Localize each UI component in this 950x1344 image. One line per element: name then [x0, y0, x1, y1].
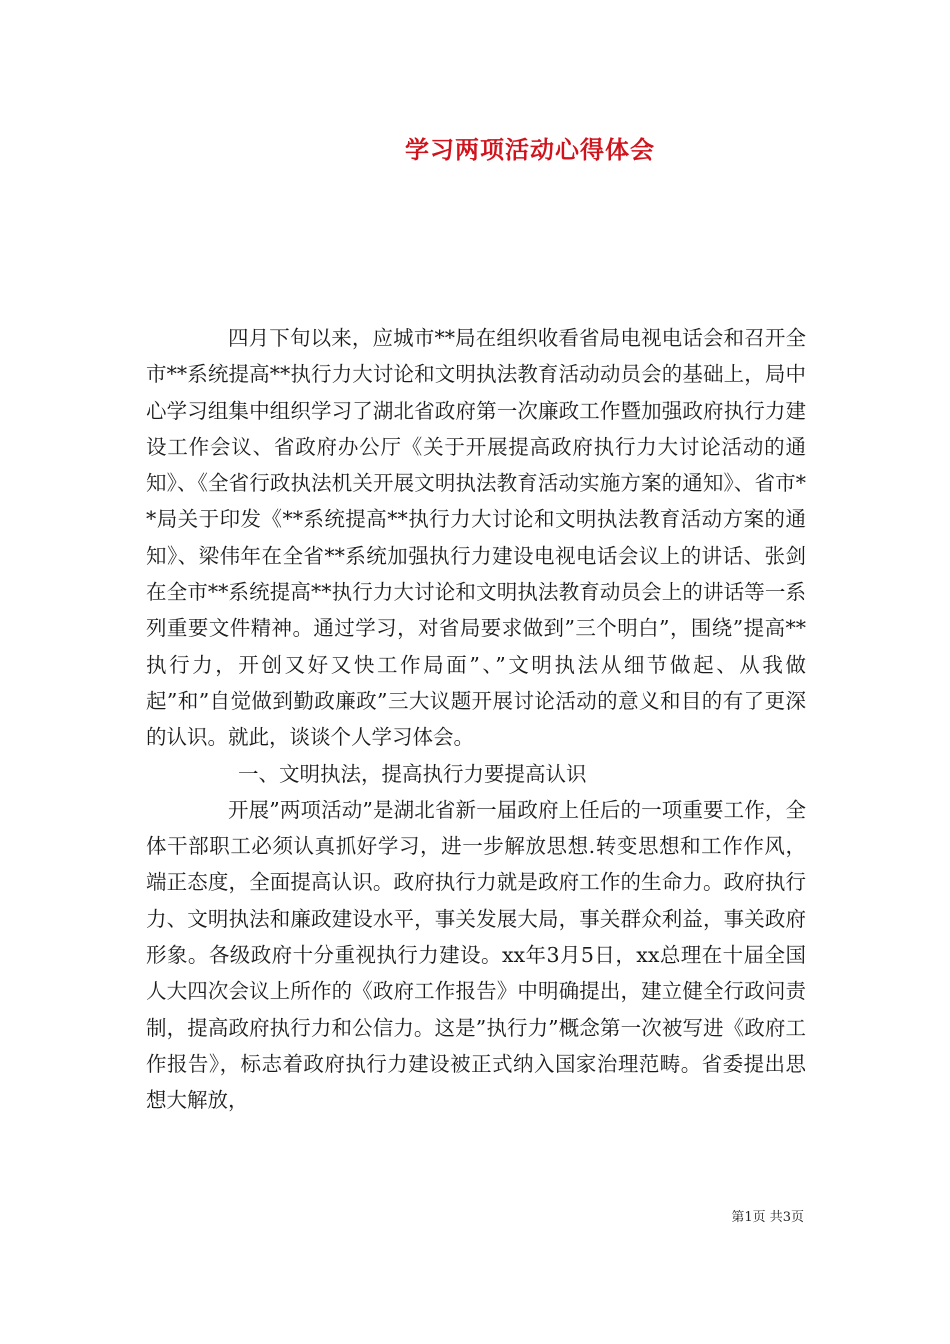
document-body	[146, 320, 806, 1119]
section-paragraph: 开展”两项活动”是湖北省新一届政府上任后的一项重要工作，全体干部职工必须认真抓好学习，进一步解放思想.转变思想和工作作风，端正态度，全面提高认识。政府执行力就是政府工作的生命力。政府执行力、文明执法和廉政建设水平，事关发展大局，事关群众利益，事关政府形象。各级政府十分重视执行力建设。xx年3月5日，xx总理在十届全国人大四次会议上所作的《政府工作报告》中明确提出，建立健全行政问责制，提高政府执行力和公信力。这是”执行力”概念第一次被写进《政府工作报告》，标志着政府执行力建设被正式纳入国家治理范畴。省委提出思想大解放，	[146, 797, 806, 1113]
intro-paragraph: 四月下旬以来，应城市**局在组织收看省局电视电话会和召开全市**系统提高**执行力大讨论和文明执法教育活动动员会的基础上，局中心学习组集中组织学习了湖北省政府第一次廉政工作暨加强政府执行力建设工作会议、省政府办公厅《关于开展提高政府执行力大讨论活动的通知》、《全省行政执法机关开展文明执法教育活动实施方案的通知》、省市**局关于印发《**系统提高**执行力大讨论和文明执法教育活动方案的通知》、梁伟年在全省**系统加强执行力建设电视电话会议上的讲话、张剑在全市**系统提高**执行力大讨论和文明执法教育动员会上的讲话等一系列重要文件精神。通过学习，对省局要求做到”三个明白”，围绕”提高**执行力，开创又好又快工作局面”、”文明执法从细节做起、从我做起”和”自觉做到勤政廉政”三大议题开展讨论活动的意义和目的有了更深的认识。就此，谈谈个人学习体会。	[146, 326, 806, 750]
section-heading: 一、文明执法，提高执行力要提高认识	[238, 761, 587, 786]
page-number-footer: 第1页 共3页	[731, 1210, 804, 1225]
document-title: 学习两项活动心得体会	[405, 135, 655, 164]
